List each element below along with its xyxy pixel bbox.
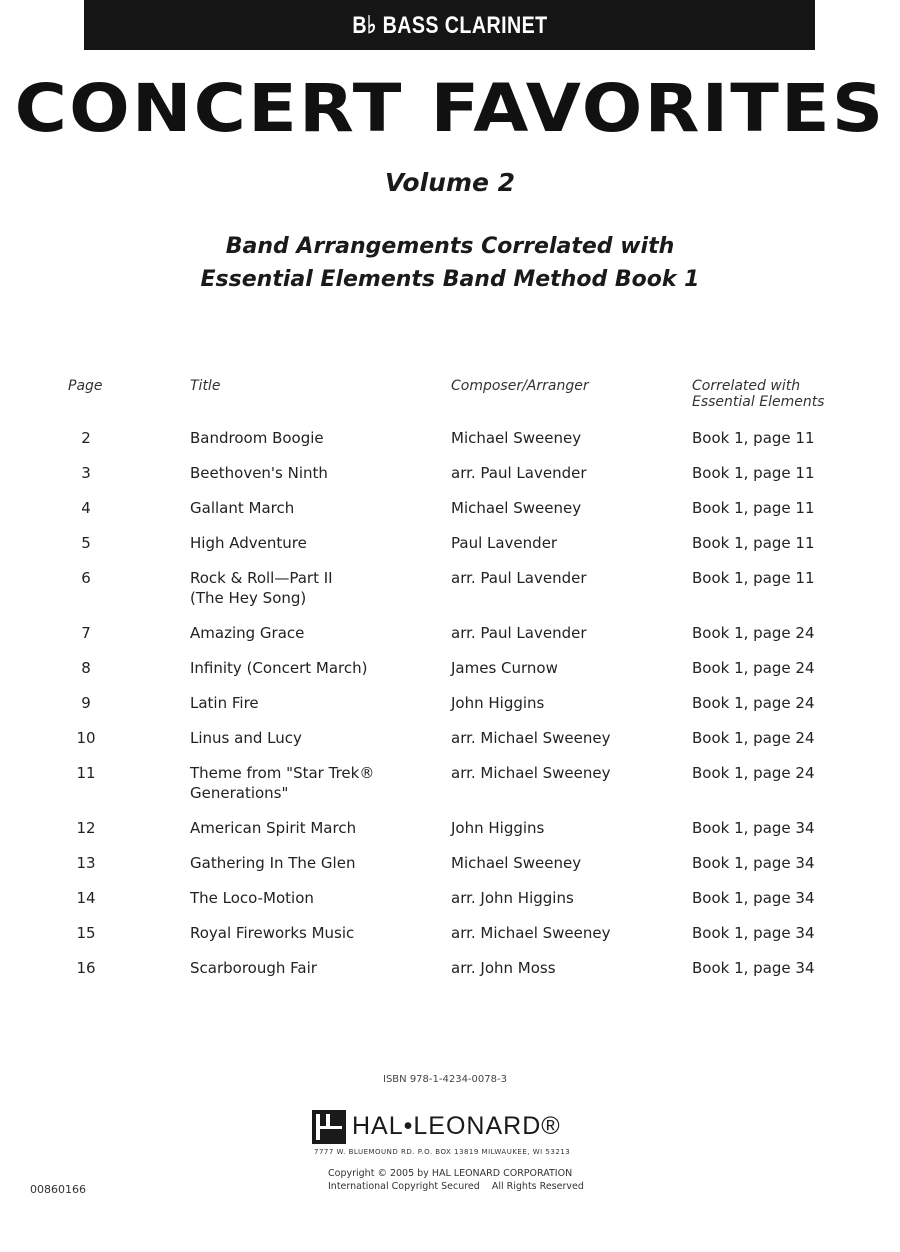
row-title xyxy=(190,568,440,608)
subtitle-line-1: Band Arrangements Correlated with xyxy=(225,234,675,259)
instrument-label: B♭ BASS CLARINET xyxy=(351,11,548,39)
row-page-number: 4 xyxy=(81,499,91,517)
column-header-page: Page xyxy=(68,378,103,394)
row-correlation: Book 1, page 11 xyxy=(692,499,815,517)
row-title-line-1: Rock & Roll—Part II xyxy=(190,569,333,587)
row-correlation: Book 1, page 11 xyxy=(692,429,815,447)
row-title xyxy=(190,818,440,838)
volume-label: Volume 2 xyxy=(384,168,516,197)
row-title-line-1: Beethoven's Ninth xyxy=(190,464,328,482)
row-page-number: 9 xyxy=(81,694,91,712)
table-row xyxy=(0,428,900,448)
row-title xyxy=(190,853,440,873)
subtitle-line-2: Essential Elements Band Method Book 1 xyxy=(200,267,700,292)
row-composer: Paul Lavender xyxy=(451,534,558,552)
row-composer: arr. John Moss xyxy=(451,959,556,977)
instrument-banner xyxy=(84,0,815,50)
row-title-line-1: The Loco-Motion xyxy=(190,889,314,907)
row-page-number: 14 xyxy=(76,889,96,907)
table-row xyxy=(0,623,900,643)
row-composer: John Higgins xyxy=(451,819,545,837)
row-composer: arr. Paul Lavender xyxy=(451,464,587,482)
row-page-number: 5 xyxy=(81,534,91,552)
subtitle xyxy=(0,230,900,296)
row-page-number: 2 xyxy=(81,429,91,447)
row-composer: arr. Michael Sweeney xyxy=(451,924,611,942)
table-row xyxy=(0,728,900,748)
row-page-number: 11 xyxy=(76,764,96,782)
row-title xyxy=(190,958,440,978)
row-page-number: 3 xyxy=(81,464,91,482)
row-correlation: Book 1, page 34 xyxy=(692,854,815,872)
row-correlation: Book 1, page 34 xyxy=(692,959,815,977)
row-title-line-1: Linus and Lucy xyxy=(190,729,302,747)
copyright xyxy=(328,1167,584,1193)
row-correlation: Book 1, page 11 xyxy=(692,534,815,552)
row-title-line-1: Scarborough Fair xyxy=(190,959,317,977)
table-row xyxy=(0,923,900,943)
row-title-line-1: Bandroom Boogie xyxy=(190,429,324,447)
copyright-line-2: International Copyright Secured All Rights Reserved xyxy=(328,1181,584,1192)
table-row xyxy=(0,888,900,908)
row-title-line-1: Amazing Grace xyxy=(190,624,305,642)
row-title-line-2: Generations" xyxy=(190,784,289,802)
row-correlation: Book 1, page 11 xyxy=(692,464,815,482)
isbn: ISBN 978-1-4234-0078-3 xyxy=(383,1074,507,1085)
catalog-number: 00860166 xyxy=(30,1183,86,1196)
column-header-composer: Composer/Arranger xyxy=(451,378,589,394)
publisher-logo xyxy=(312,1110,592,1160)
row-title xyxy=(190,623,440,643)
column-header-title: Title xyxy=(190,378,221,394)
row-title-line-1: Gathering In The Glen xyxy=(190,854,356,872)
row-title xyxy=(190,533,440,553)
hal-leonard-logo-icon xyxy=(312,1110,346,1144)
table-row xyxy=(0,533,900,553)
table-row xyxy=(0,763,900,803)
column-header-correlated xyxy=(692,378,824,410)
row-title xyxy=(190,728,440,748)
row-composer: arr. Paul Lavender xyxy=(451,624,587,642)
row-correlation: Book 1, page 24 xyxy=(692,694,815,712)
row-title xyxy=(190,658,440,678)
table-row xyxy=(0,818,900,838)
row-title-line-2: (The Hey Song) xyxy=(190,589,307,607)
row-title-line-1: Theme from "Star Trek® xyxy=(190,764,375,782)
column-header-correlated-line-1: Correlated with xyxy=(692,378,801,394)
row-title-line-1: Gallant March xyxy=(190,499,295,517)
row-title xyxy=(190,763,440,803)
row-title xyxy=(190,693,440,713)
row-title-line-1: High Adventure xyxy=(190,534,307,552)
row-page-number: 13 xyxy=(76,854,96,872)
row-page-number: 8 xyxy=(81,659,91,677)
copyright-line-1: Copyright © 2005 by HAL LEONARD CORPORATION xyxy=(328,1168,573,1179)
row-title xyxy=(190,498,440,518)
row-composer: James Curnow xyxy=(451,659,558,677)
row-page-number: 6 xyxy=(81,569,91,587)
row-composer: arr. Michael Sweeney xyxy=(451,729,611,747)
table-row xyxy=(0,498,900,518)
table-row xyxy=(0,958,900,978)
publisher-name: HAL•LEONARD® xyxy=(352,1112,561,1140)
row-correlation: Book 1, page 24 xyxy=(692,764,815,782)
row-composer: Michael Sweeney xyxy=(451,499,582,517)
row-title-line-1: Infinity (Concert March) xyxy=(190,659,368,677)
row-title-line-1: Latin Fire xyxy=(190,694,259,712)
table-row xyxy=(0,853,900,873)
row-title xyxy=(190,463,440,483)
table-row xyxy=(0,658,900,678)
row-correlation: Book 1, page 34 xyxy=(692,924,815,942)
row-composer: Michael Sweeney xyxy=(451,854,582,872)
row-page-number: 10 xyxy=(76,729,96,747)
row-correlation: Book 1, page 34 xyxy=(692,819,815,837)
row-title xyxy=(190,428,440,448)
row-title xyxy=(190,888,440,908)
publisher-address: 7777 W. BLUEMOUND RD. P.O. BOX 13819 MILWAUKEE, WI 53213 xyxy=(314,1148,571,1156)
row-correlation: Book 1, page 24 xyxy=(692,624,815,642)
row-page-number: 7 xyxy=(81,624,91,642)
row-composer: arr. Michael Sweeney xyxy=(451,764,611,782)
column-header-correlated-line-2: Essential Elements xyxy=(692,394,825,410)
row-correlation: Book 1, page 24 xyxy=(692,729,815,747)
table-row xyxy=(0,568,900,608)
row-title-line-1: American Spirit March xyxy=(190,819,357,837)
row-page-number: 16 xyxy=(76,959,96,977)
row-page-number: 12 xyxy=(76,819,96,837)
table-row xyxy=(0,693,900,713)
table-row xyxy=(0,463,900,483)
row-composer: arr. John Higgins xyxy=(451,889,574,907)
row-correlation: Book 1, page 11 xyxy=(692,569,815,587)
row-composer: Michael Sweeney xyxy=(451,429,582,447)
row-correlation: Book 1, page 34 xyxy=(692,889,815,907)
row-correlation: Book 1, page 24 xyxy=(692,659,815,677)
row-composer: John Higgins xyxy=(451,694,545,712)
row-title-line-1: Royal Fireworks Music xyxy=(190,924,355,942)
row-composer: arr. Paul Lavender xyxy=(451,569,587,587)
row-title xyxy=(190,923,440,943)
row-page-number: 15 xyxy=(76,924,96,942)
book-title: CONCERT FAVORITES xyxy=(14,70,886,147)
